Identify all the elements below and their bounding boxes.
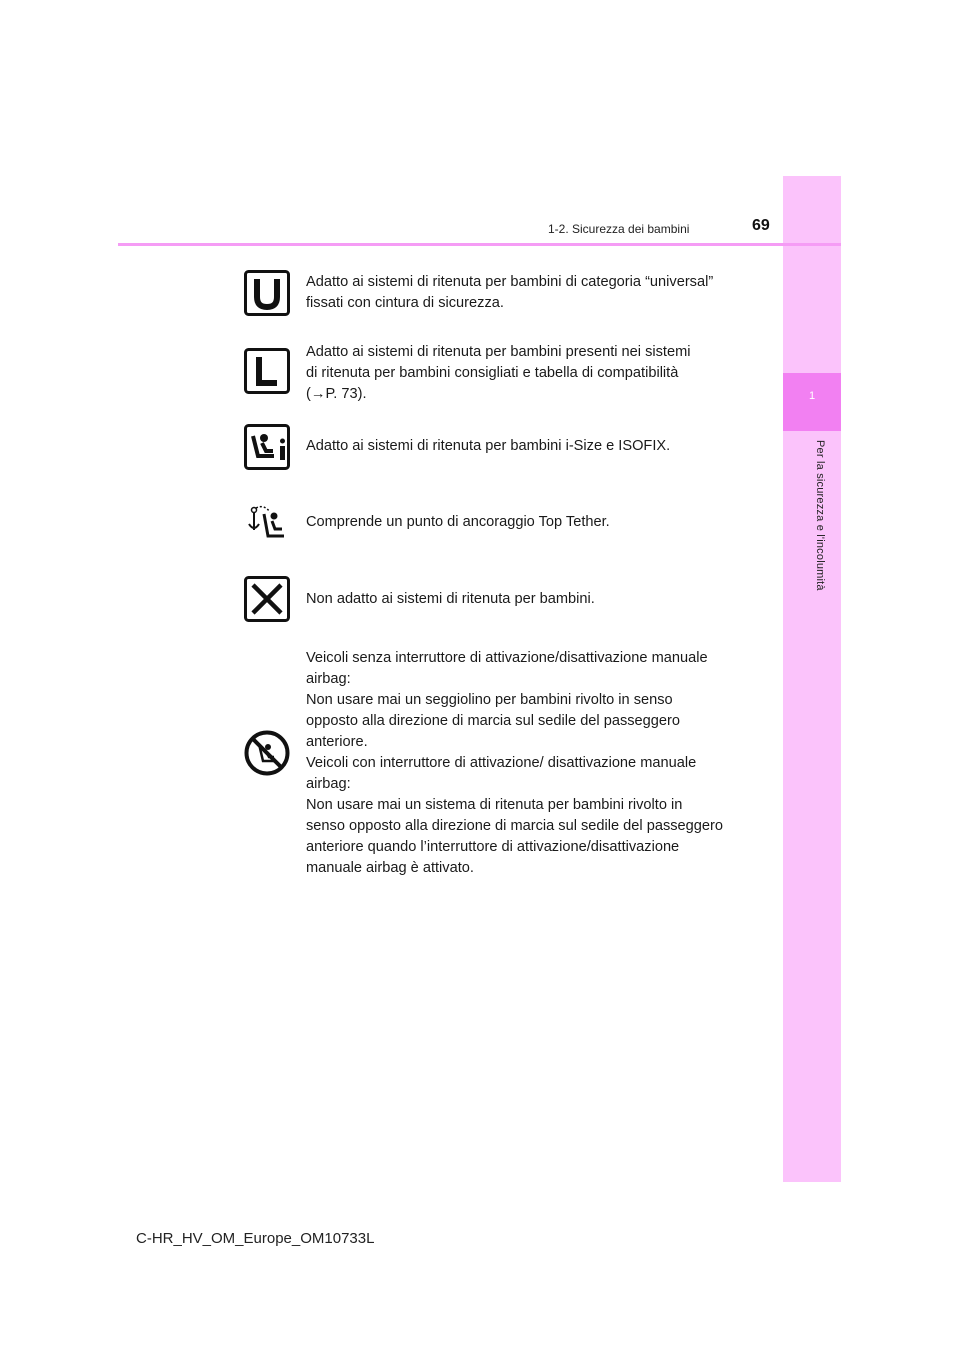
header-rule — [118, 243, 841, 246]
page-number: 69 — [752, 217, 770, 234]
item-text-line: Adatto ai sistemi di ritenuta per bambini presenti nei sistemi — [306, 344, 691, 360]
item-text-line: airbag: — [306, 776, 351, 792]
item-text-line: Non usare mai un sistema di ritenuta per bambini rivolto in — [306, 797, 683, 813]
item-text-line: manuale airbag è attivato. — [306, 860, 474, 876]
item-text-line: airbag: — [306, 671, 351, 687]
item-text-line: Adatto ai sistemi di ritenuta per bambini i-Size e ISOFIX. — [306, 438, 671, 454]
item-text-line: anteriore quando l’interruttore di attivazione/disattivazione — [306, 839, 680, 855]
item-text-line: Veicoli con interruttore di attivazione/ disattivazione manuale — [306, 755, 697, 771]
item-text-line: Comprende un punto di ancoraggio Top Tether. — [306, 514, 610, 530]
item-text-line: di ritenuta per bambini consigliati e tabella di compatibilità — [306, 365, 679, 381]
top-tether-anchor-icon — [244, 500, 290, 546]
cross-box-icon — [244, 576, 290, 622]
item-text-line: Adatto ai sistemi di ritenuta per bambini di categoria “universal” — [306, 274, 714, 290]
chapter-number: 1 — [808, 390, 816, 402]
child-seat-isize-icon — [244, 424, 290, 470]
item-text-line: anteriore. — [306, 734, 368, 750]
chapter-side-tab — [783, 176, 841, 1182]
no-rear-facing-seat-icon — [244, 730, 290, 776]
document-code: C-HR_HV_OM_Europe_OM10733L — [136, 1230, 375, 1247]
item-text-line: Veicoli senza interruttore di attivazione/disattivazione manuale — [306, 650, 708, 666]
item-text-line: (→P. 73). — [306, 386, 367, 402]
chapter-title: Per la sicurezza e l'incolumità — [814, 440, 826, 591]
item-text-line: Non usare mai un seggiolino per bambini rivolto in senso — [306, 692, 673, 708]
item-text-line: fissati con cintura di sicurezza. — [306, 295, 504, 311]
letter-l-icon — [244, 348, 290, 394]
section-title: 1-2. Sicurezza dei bambini — [548, 222, 690, 236]
item-text-line: opposto alla direzione di marcia sul sedile del passeggero — [306, 713, 680, 729]
chapter-tab-active[interactable] — [783, 373, 841, 431]
letter-u-icon — [244, 270, 290, 316]
item-text-line: senso opposto alla direzione di marcia sul sedile del passeggero — [306, 818, 723, 834]
item-text-line: Non adatto ai sistemi di ritenuta per bambini. — [306, 591, 595, 607]
